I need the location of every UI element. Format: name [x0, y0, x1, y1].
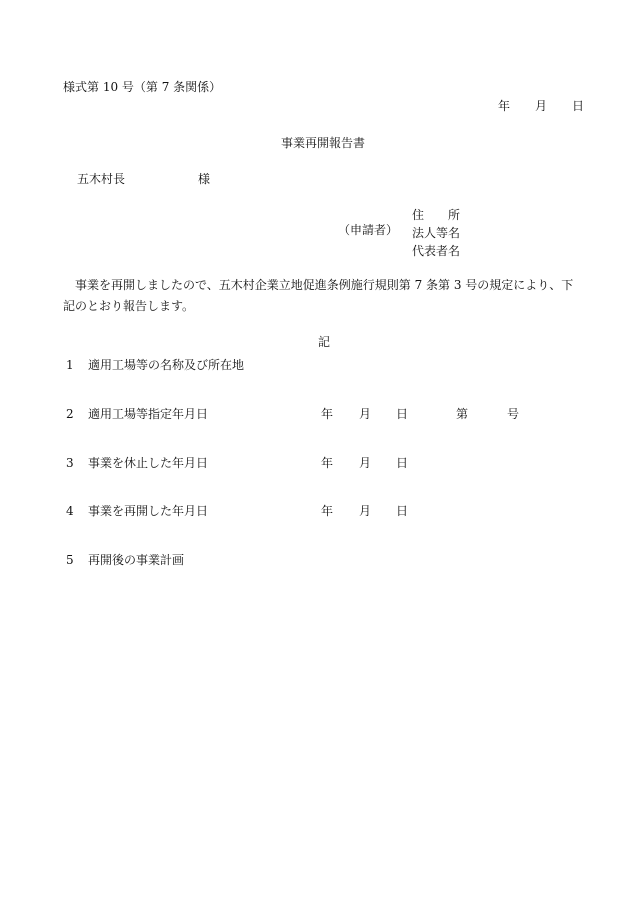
item-month: 月 — [359, 407, 372, 421]
item-label: 事業を休止した年月日 — [88, 456, 209, 470]
date-day: 日 — [572, 99, 585, 113]
item-day: 日 — [396, 504, 409, 518]
ki-heading: 記 — [318, 335, 331, 349]
addressee-honorific: 様 — [198, 172, 211, 186]
applicant-label: （申請者） — [338, 223, 399, 237]
item-month: 月 — [359, 456, 372, 470]
item-dai: 第 — [456, 407, 469, 421]
date-year: 年 — [498, 99, 511, 113]
item-year: 年 — [321, 504, 334, 518]
item-label: 再開後の事業計画 — [88, 553, 185, 567]
item-number: 5 — [66, 553, 74, 567]
applicant-representative: 代表者名 — [412, 244, 461, 258]
item-month: 月 — [359, 504, 372, 518]
form-number: 様式第 10 号（第 7 条関係） — [63, 80, 222, 94]
item-label: 適用工場等の名称及び所在地 — [88, 358, 245, 372]
item-number: 4 — [66, 504, 74, 518]
document-title: 事業再開報告書 — [281, 136, 366, 150]
item-go: 号 — [507, 407, 520, 421]
applicant-corp-name: 法人等名 — [412, 226, 461, 240]
addressee-name: 五木村長 — [77, 172, 126, 186]
body-paragraph: 事業を再開しましたので、五木村企業立地促進条例施行規則第 7 条第 3 号の規定により、下記のとおり報告します。 — [63, 278, 574, 313]
date-month: 月 — [535, 99, 548, 113]
item-year: 年 — [321, 456, 334, 470]
item-number: 1 — [66, 358, 74, 372]
item-day: 日 — [396, 456, 409, 470]
applicant-address: 住 所 — [412, 208, 461, 222]
item-label: 適用工場等指定年月日 — [88, 407, 209, 421]
item-year: 年 — [321, 407, 334, 421]
item-day: 日 — [396, 407, 409, 421]
item-label: 事業を再開した年月日 — [88, 504, 209, 518]
item-number: 2 — [66, 407, 74, 421]
item-number: 3 — [66, 456, 74, 470]
